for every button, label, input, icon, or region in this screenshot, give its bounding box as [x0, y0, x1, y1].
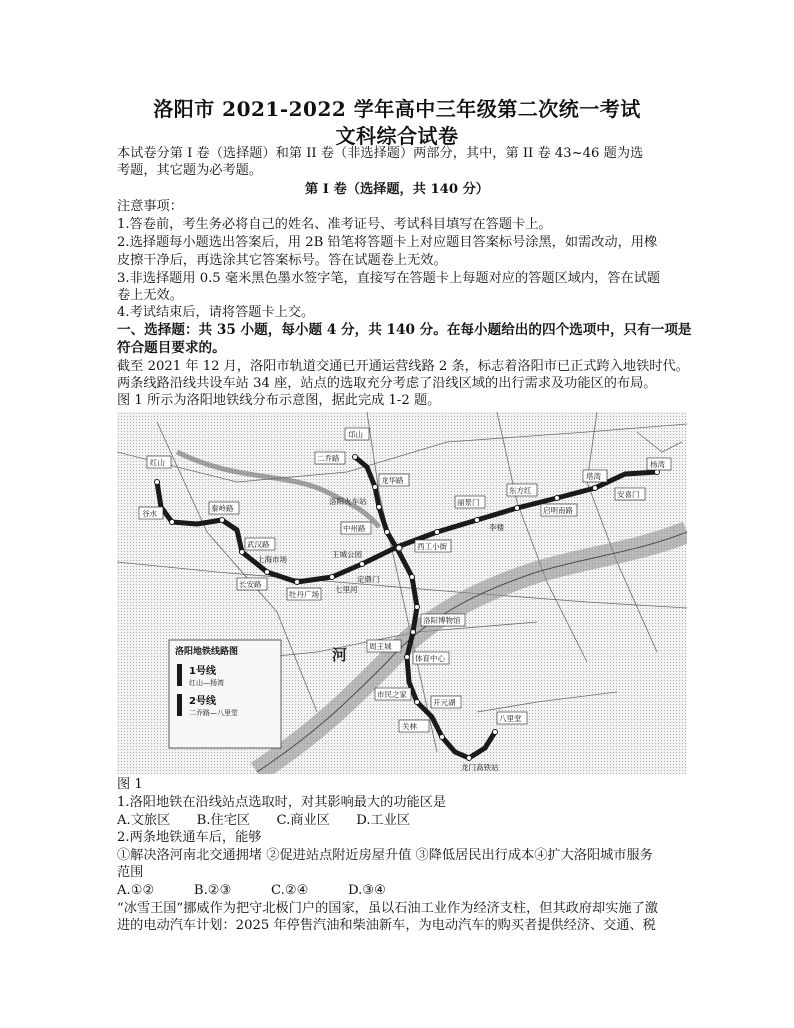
station-zhongzhou: 中州路 [343, 524, 366, 533]
legend-line-2-desc: 二乔路—八里堂 [189, 709, 238, 717]
legend-title: 洛阳地铁线路图 [175, 647, 239, 657]
station-mangshan: 邙山 [348, 430, 363, 439]
station-lilou: 李楼 [489, 523, 504, 532]
station-qinling: 秦岭路 [211, 504, 234, 513]
station-qili: 七里河 [335, 585, 358, 594]
station-guanlin: 关林 [402, 722, 417, 731]
note-3: 3.非选择题用 0.5 毫米黑色墨水签字笔，直接写在答题卡上每题对应的答题区域内，答在试题 [117, 271, 661, 286]
station-balitang: 八里堂 [499, 714, 522, 723]
legend-line-2-name: 2号线 [189, 696, 216, 707]
station-yangwan: 杨湾 [650, 460, 665, 469]
station-wuhan: 武汉路 [247, 540, 270, 549]
station-longmen: 龙门高铁站 [461, 763, 499, 772]
station-wangcheng: 王城公园 [332, 550, 362, 559]
station-shanghai: 上海市场 [257, 555, 287, 564]
note-4: 4.考试结束后，请将答题卡上交。 [117, 305, 315, 320]
part1-heading-cont: 符合题目要求的。 [117, 340, 226, 356]
station-longhua: 龙华路 [381, 476, 404, 485]
station-qiming: 启明南路 [543, 506, 573, 515]
question-1-options: A.文旅区 B.住宅区 C.商业区 D.工业区 [117, 813, 411, 828]
station-kaiyuan: 开元湖 [433, 698, 456, 707]
station-dongfang: 东方红 [509, 486, 532, 495]
legend-line-1-swatch [177, 664, 182, 686]
passage1-line-1: 截至 2021 年 12 月，洛阳市轨道交通已开通运营线路 2 条，标志着洛阳市已正式跨入地铁时代。 [117, 359, 689, 374]
station-anxi: 安喜门 [617, 490, 640, 499]
station-railway: 洛阳火车站 [329, 497, 367, 506]
note-1: 1.答卷前，考生务必将自己的姓名、准考证号、考试科目填写在答题卡上。 [117, 217, 552, 232]
station-gushui: 谷水 [142, 509, 157, 518]
part1-heading: 一、选择题：共 35 小题，每小题 4 分，共 140 分。在每小题给出的四个选项中，只有一项是 [117, 322, 692, 338]
question-2-items-cont: 范围 [117, 865, 144, 880]
note-2-cont: 皮擦干净后，再选涂其它答案标号。答在试题卷上无效。 [117, 253, 447, 268]
legend-line-1-name: 1号线 [189, 666, 216, 677]
figure-caption: 图 1 [117, 777, 143, 792]
metro-map-figure [117, 412, 687, 774]
metro-map [117, 412, 687, 774]
exam-subtitle: 文科综合试卷 [335, 124, 459, 148]
station-museum: 洛阳博物馆 [423, 616, 461, 625]
passage2-line-2: 进的电动汽车计划：2025 年停售汽油和柴油新车，为电动汽车的购买者提供经济、交通、税 [117, 918, 656, 933]
legend-line-1-desc: 红山—杨湾 [189, 679, 224, 687]
station-lijing: 丽景门 [457, 498, 480, 507]
question-2-stem: 2.两条地铁通车后，能够 [117, 830, 262, 845]
exam-title: 洛阳市 2021-2022 学年高中三年级第二次统一考试 [153, 97, 641, 121]
note-3-cont: 卷上无效。 [117, 288, 183, 303]
intro-line-1: 本试卷分第 I 卷（选择题）和第 II 卷（非选择题）两部分，其中，第 II 卷 43~46 题为选 [117, 146, 644, 161]
question-2-items: ①解决洛河南北交通拥堵 ②促进站点附近房屋升值 ③降低居民出行成本④扩大洛阳城市服务 [117, 848, 653, 863]
station-dingding: 定鼎门 [357, 575, 380, 584]
station-xigong: 西工小街 [417, 542, 447, 551]
question-1-stem: 1.洛阳地铁在沿线站点选取时，对其影响最大的功能区是 [117, 795, 447, 810]
station-changan: 长安路 [239, 580, 262, 589]
section-heading: 第 I 卷（选择题，共 140 分） [305, 182, 489, 197]
river-label-he: 河 [332, 646, 348, 664]
intro-line-2: 考题，其它题为必考题。 [117, 163, 263, 178]
passage1-line-3: 图 1 所示为洛阳地铁线分布示意图，据此完成 1-2 题。 [117, 393, 441, 408]
passage1-line-2: 两条线路沿线共设车站 34 座，站点的选取充分考虑了沿线区域的出行需求及功能区的布局。 [117, 376, 657, 391]
station-erqiao: 二乔路 [317, 454, 340, 463]
question-2-options: A.①② B.②③ C.②④ D.③④ [117, 883, 386, 898]
station-hongshan: 红山 [150, 458, 165, 467]
note-2: 2.选择题每小题选出答案后，用 2B 铅笔将答题卡上对应题目答案标号涂黑，如需改动，用橡 [117, 235, 658, 250]
notes-heading: 注意事项： [117, 199, 183, 214]
station-zhouwang: 周王城 [369, 642, 392, 651]
legend-line-2-swatch [177, 694, 182, 716]
station-mudan: 牡丹广场 [289, 590, 319, 599]
station-shimin: 市民之家 [377, 690, 407, 699]
map-legend [169, 640, 281, 748]
passage2-line-1: “冰雪王国”挪威作为把守北极门户的国家，虽以石油工业作为经济支柱，但其政府却实施了激 [117, 901, 658, 916]
station-tawan: 塔湾 [586, 472, 601, 481]
station-tiyu: 体育中心 [415, 654, 445, 663]
